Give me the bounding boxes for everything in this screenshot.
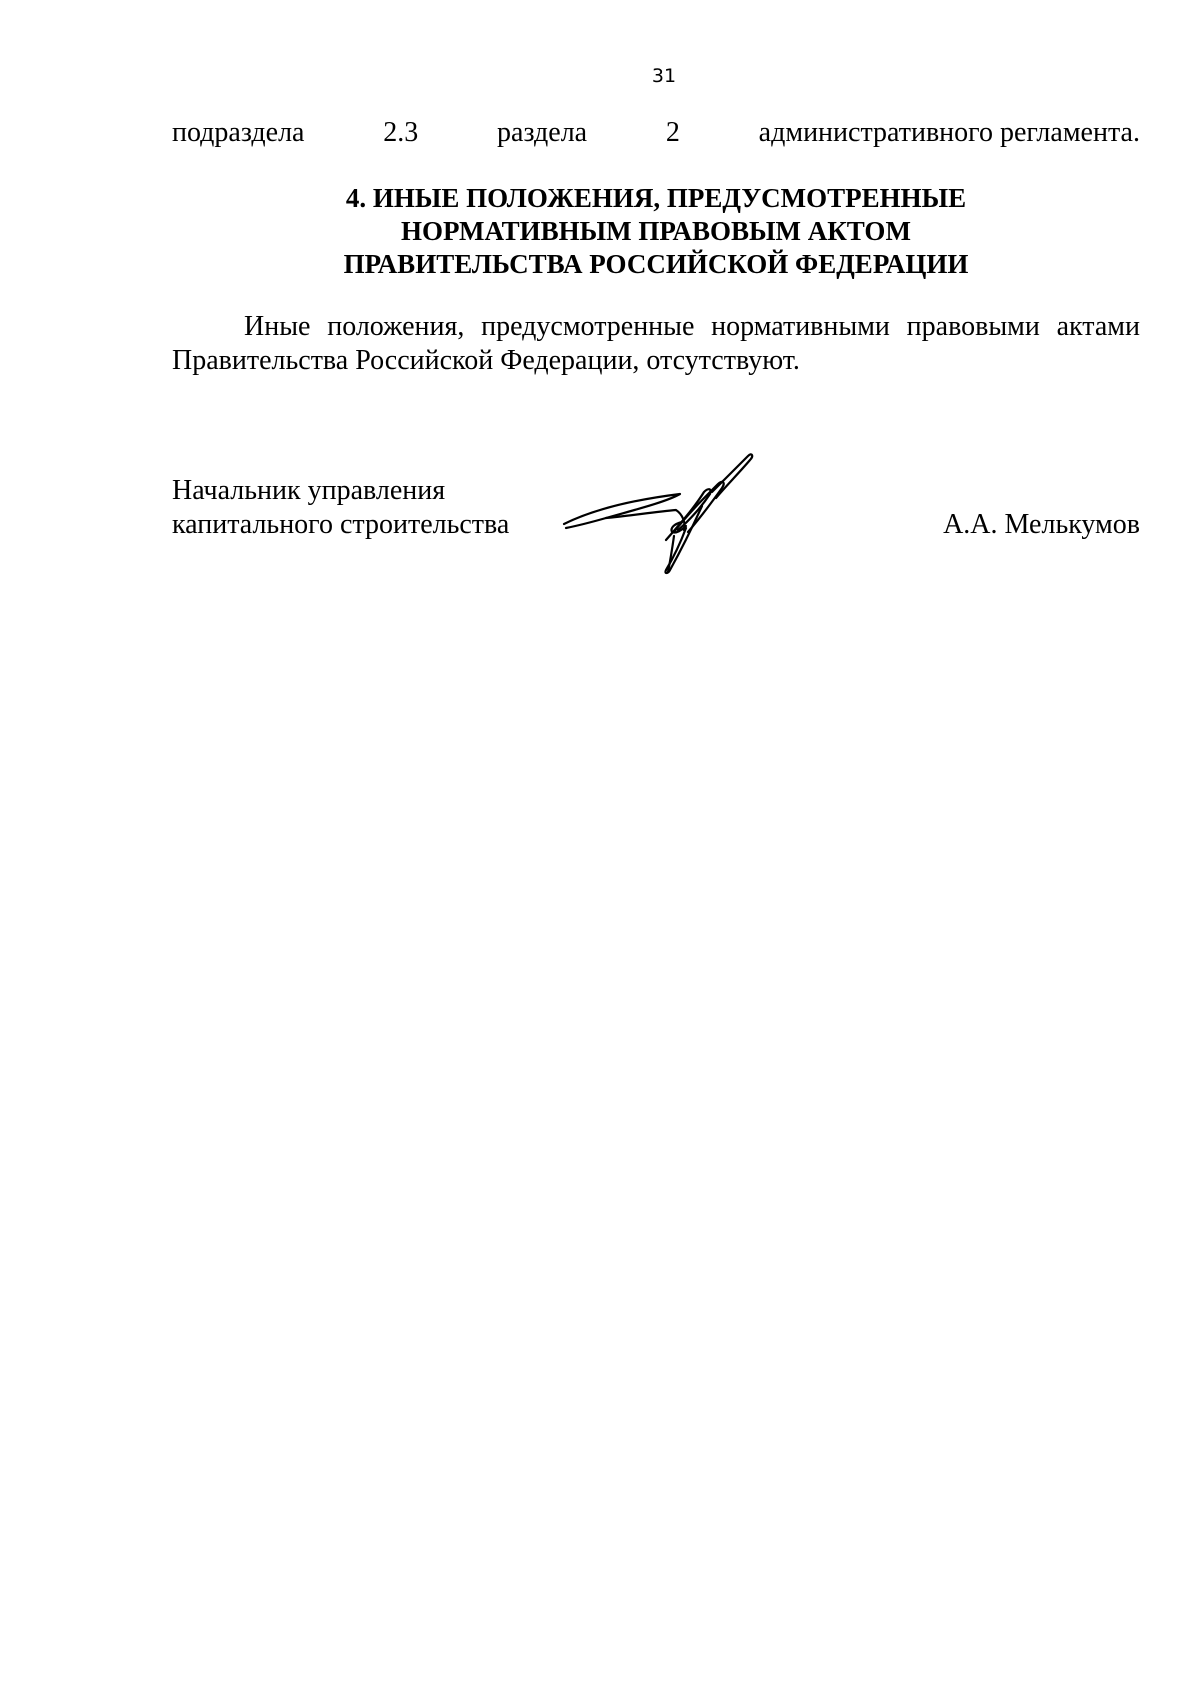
section-heading-line: НОРМАТИВНЫМ ПРАВОВЫМ АКТОМ — [401, 216, 911, 246]
continuation-word: 2 — [665, 117, 680, 148]
section-heading-line: 4. ИНЫЕ ПОЛОЖЕНИЯ, ПРЕДУСМОТРЕННЫЕ — [345, 183, 967, 213]
continuation-line — [172, 116, 1140, 150]
continuation-word: административного регламента. — [758, 117, 1140, 148]
continuation-word: 2.3 — [383, 117, 419, 148]
section-heading-line: ПРАВИТЕЛЬСТВА РОССИЙСКОЙ ФЕДЕРАЦИИ — [343, 249, 969, 279]
section-paragraph: Иные положения, предусмотренные нормативными правовыми актами Правительства Российской Федерации, отсутствуют. — [172, 311, 1140, 376]
continuation-word: раздела — [497, 117, 588, 148]
signer-position-line: Начальник управления — [172, 475, 446, 506]
signer-name: А.А. Мелькумов — [943, 509, 1140, 540]
page-number: 31 — [651, 65, 677, 87]
signer-position — [172, 474, 509, 542]
signer-position-line: капитального строительства — [172, 509, 510, 540]
section-heading — [172, 182, 1140, 281]
handwritten-signature — [562, 444, 762, 576]
continuation-word: подраздела — [172, 117, 305, 148]
